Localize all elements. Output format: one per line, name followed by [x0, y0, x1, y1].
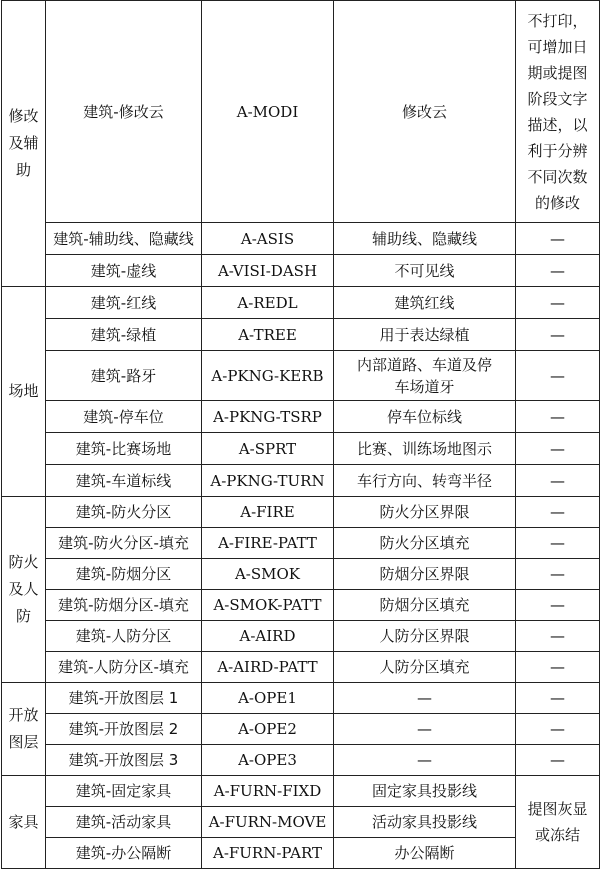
- table-row: [2, 287, 600, 319]
- layer-desc-cell: 停车位标线: [334, 401, 516, 433]
- note-cell: —: [516, 351, 600, 401]
- note-cell: —: [516, 401, 600, 433]
- layer-name-cell: 建筑-红线: [46, 287, 202, 319]
- layer-code-cell: A-FURN-PART: [202, 838, 334, 869]
- note-cell: —: [516, 559, 600, 590]
- layer-name-cell: 建筑-虚线: [46, 255, 202, 287]
- layer-code-cell: A-TREE: [202, 319, 334, 351]
- layer-name-cell: 建筑-防火分区: [46, 497, 202, 528]
- note-cell: —: [516, 223, 600, 255]
- layer-code-cell: A-ASIS: [202, 223, 334, 255]
- note-cell: —: [516, 590, 600, 621]
- layer-name-cell: 建筑-开放图层 1: [46, 683, 202, 714]
- layer-desc-cell: 防烟分区填充: [334, 590, 516, 621]
- layer-name-cell: 建筑-停车位: [46, 401, 202, 433]
- table-row: [2, 807, 600, 838]
- table-row: [2, 776, 600, 807]
- table-row: [2, 590, 600, 621]
- layer-desc-cell: 车行方向、转弯半径: [334, 465, 516, 497]
- layer-desc-cell: 办公隔断: [334, 838, 516, 869]
- layer-desc-cell: 活动家具投影线: [334, 807, 516, 838]
- table-row: [2, 401, 600, 433]
- layer-name-cell: 建筑-办公隔断: [46, 838, 202, 869]
- table-row: [2, 714, 600, 745]
- category-cell: 场地: [2, 287, 46, 497]
- note-cell: —: [516, 497, 600, 528]
- layer-desc-cell: 防火分区界限: [334, 497, 516, 528]
- layer-code-cell: A-PKNG-KERB: [202, 351, 334, 401]
- layer-code-cell: A-VISI-DASH: [202, 255, 334, 287]
- layer-table: [1, 0, 600, 869]
- category-cell: 家具: [2, 776, 46, 869]
- layer-desc-cell: [334, 351, 516, 401]
- layer-desc-cell: 固定家具投影线: [334, 776, 516, 807]
- layer-name-cell: 建筑-开放图层 2: [46, 714, 202, 745]
- layer-code-cell: A-PKNG-TSRP: [202, 401, 334, 433]
- layer-desc-cell: 不可见线: [334, 255, 516, 287]
- layer-code-cell: A-FIRE-PATT: [202, 528, 334, 559]
- layer-code-cell: A-OPE1: [202, 683, 334, 714]
- note-cell: —: [516, 745, 600, 776]
- note-cell: —: [516, 621, 600, 652]
- note-cell: —: [516, 528, 600, 559]
- layer-code-cell: A-AIRD: [202, 621, 334, 652]
- layer-code-cell: A-SPRT: [202, 433, 334, 465]
- layer-desc-cell: —: [334, 714, 516, 745]
- note-cell: —: [516, 287, 600, 319]
- table-row: [2, 255, 600, 287]
- note-cell: —: [516, 465, 600, 497]
- layer-desc-cell: 辅助线、隐藏线: [334, 223, 516, 255]
- layer-name-cell: 建筑-辅助线、隐藏线: [46, 223, 202, 255]
- note-cell: —: [516, 652, 600, 683]
- layer-code-cell: A-SMOK-PATT: [202, 590, 334, 621]
- layer-name-cell: 建筑-防烟分区-填充: [46, 590, 202, 621]
- table-row: [2, 621, 600, 652]
- note-cell: —: [516, 714, 600, 745]
- table-row: [2, 351, 600, 401]
- layer-name-cell: 建筑-绿植: [46, 319, 202, 351]
- layer-code-cell: A-OPE2: [202, 714, 334, 745]
- layer-name-cell: 建筑-路牙: [46, 351, 202, 401]
- layer-name-cell: 建筑-固定家具: [46, 776, 202, 807]
- table-row: [2, 745, 600, 776]
- table-row: [2, 683, 600, 714]
- layer-name-cell: 建筑-人防分区-填充: [46, 652, 202, 683]
- table-row: [2, 497, 600, 528]
- note-cell: 提图灰显或冻结: [516, 776, 600, 869]
- layer-code-cell: A-PKNG-TURN: [202, 465, 334, 497]
- note-cell: —: [516, 319, 600, 351]
- layer-desc-cell: —: [334, 683, 516, 714]
- layer-code-cell: A-FURN-FIXD: [202, 776, 334, 807]
- note-cell: —: [516, 683, 600, 714]
- table-row: [2, 223, 600, 255]
- table-row: [2, 838, 600, 869]
- layer-desc-cell: 用于表达绿植: [334, 319, 516, 351]
- layer-code-cell: A-MODI: [202, 1, 334, 223]
- table-row: [2, 319, 600, 351]
- table-row: [2, 465, 600, 497]
- category-cell: 开放图层: [2, 683, 46, 776]
- table-row: [2, 528, 600, 559]
- table-row: [2, 559, 600, 590]
- note-cell: —: [516, 433, 600, 465]
- layer-desc-cell: 比赛、训练场地图示: [334, 433, 516, 465]
- table-row: [2, 652, 600, 683]
- category-cell: 修改及辅助: [2, 1, 46, 287]
- layer-name-cell: 建筑-人防分区: [46, 621, 202, 652]
- note-cell: 不打印，可增加日期或提图阶段文字描述，以利于分辨不同次数的修改: [516, 1, 600, 223]
- layer-name-cell: 建筑-修改云: [46, 1, 202, 223]
- layer-name-cell: 建筑-防烟分区: [46, 559, 202, 590]
- layer-name-cell: 建筑-比赛场地: [46, 433, 202, 465]
- layer-name-cell: 建筑-开放图层 3: [46, 745, 202, 776]
- table-row: [2, 433, 600, 465]
- layer-code-cell: A-FURN-MOVE: [202, 807, 334, 838]
- layer-code-cell: A-FIRE: [202, 497, 334, 528]
- layer-name-cell: 建筑-活动家具: [46, 807, 202, 838]
- table-row: [2, 1, 600, 223]
- layer-desc-cell: 人防分区填充: [334, 652, 516, 683]
- layer-code-cell: A-REDL: [202, 287, 334, 319]
- layer-desc-cell: —: [334, 745, 516, 776]
- layer-desc-cell: 人防分区界限: [334, 621, 516, 652]
- category-cell: 防火及人防: [2, 497, 46, 683]
- layer-code-cell: A-AIRD-PATT: [202, 652, 334, 683]
- layer-desc-cell: 修改云: [334, 1, 516, 223]
- layer-desc-cell: 防烟分区界限: [334, 559, 516, 590]
- layer-desc-cell: 建筑红线: [334, 287, 516, 319]
- note-cell: —: [516, 255, 600, 287]
- layer-code-cell: A-OPE3: [202, 745, 334, 776]
- layer-code-cell: A-SMOK: [202, 559, 334, 590]
- layer-desc-text: 内部道路、车道及停车场道牙: [356, 355, 492, 396]
- layer-name-cell: 建筑-防火分区-填充: [46, 528, 202, 559]
- layer-desc-cell: 防火分区填充: [334, 528, 516, 559]
- layer-name-cell: 建筑-车道标线: [46, 465, 202, 497]
